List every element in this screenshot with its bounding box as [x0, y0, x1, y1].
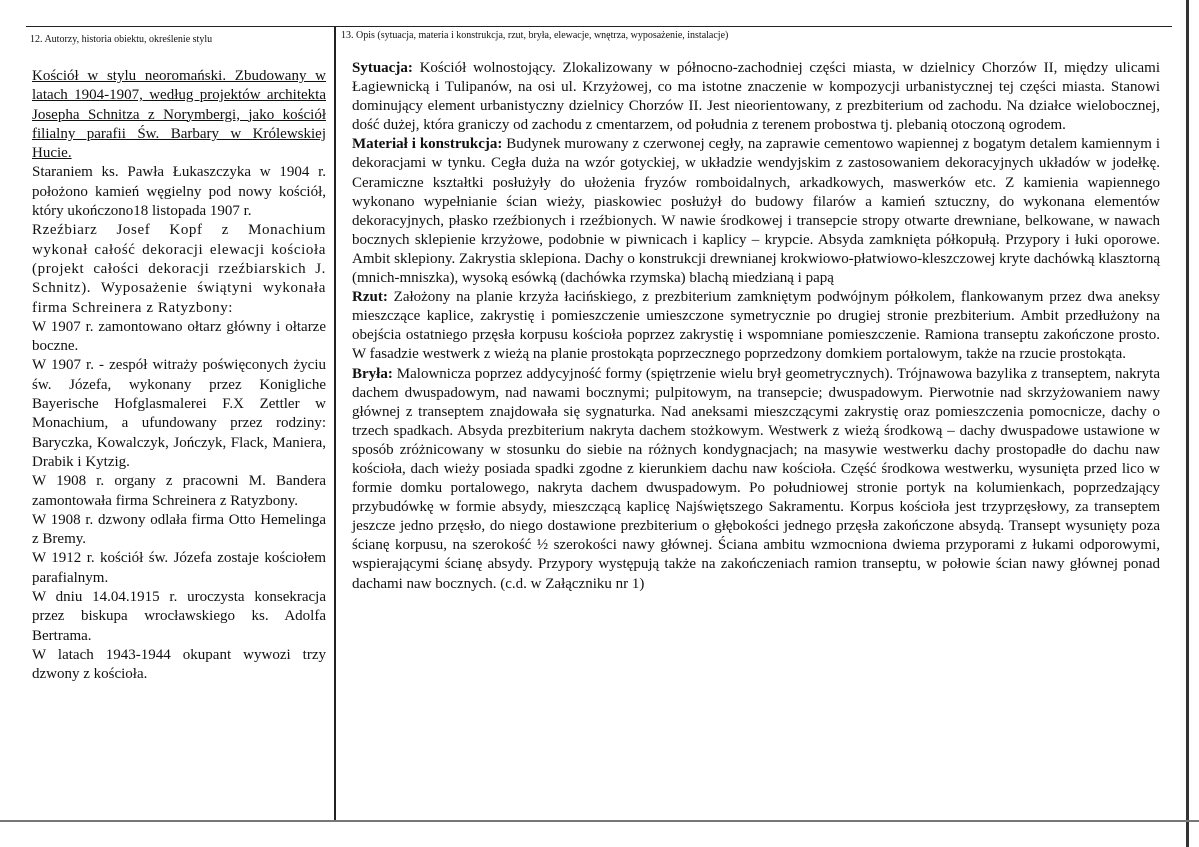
history-paragraph: W 1912 r. kościół św. Józefa zostaje kościołem parafialnym. [32, 550, 326, 586]
history-paragraph: Staraniem ks. Pawła Łukaszczyka w 1904 r. położono kamień węgielny pod nowy kościół, który ukończono18 listopada 1907 r. [32, 164, 326, 220]
section-heading: Sytuacja: [352, 60, 413, 76]
column-divider [334, 26, 336, 821]
section-plan [352, 288, 1160, 364]
history-column [32, 67, 326, 685]
section-text: Budynek murowany z czerwonej cegły, na zaprawie cementowo wapiennej z bogatym detalem kamiennym i dekoracjami w tynku. Cegła duża na wzór gotyckiej, w układzie wendyjskim z zastosowaniem dekoracyjnych układów w jodełkę. Ceramiczne kształtki posłużyły do ułożenia fryzów romboidalnych, arkadkowych, maswerków etc. Z kamienia wapiennego wykonano wypełnianie ścian wieży, piaskowiec posłużył do budowy filarów a kamień sztuczny, do wykonana elementów dekoracyjnych, płasko rzeźbionych i rzeźbionych. W nawie środkowej i transepcie stropy otwarte drewniane, belkowane, w nawach bocznych sklepienie krzyżowe, podobnie w piwnicach i kaplicy – krypcie. Absyda zamknięta półkopułą. Przypory i łuki oporowe. Ambit sklepiony. Zakrystia sklepiona. Dachy o konstrukcji drewnianej krokwiowo-płatwiowo-kleszczowej kryte dachówką klasztorną (mnich-mniszka), wysoką esówką (dachówka rzymska) blachą miedzianą i papą [352, 136, 1160, 287]
section-heading: Rzut: [352, 289, 388, 306]
style-summary: Kościół w stylu neoromański. Zbudowany w latach 1904-1907, według projektów architekta Josepha Schnitza z Norymbergi, jako kościół filialny parafii Św. Barbary w Królewskiej Hucie. [32, 68, 326, 162]
top-rule [26, 26, 1172, 27]
scan-bottom-edge [0, 820, 1199, 822]
history-paragraph: W 1908 r. dzwony odlała firma Otto Hemelinga z Bremy. [32, 511, 326, 548]
section-text: Założony na planie krzyża łacińskiego, z prezbiterium zamkniętym podwójnym półkolem, flankowanym przez dwa aneksy mieszczące kaplice, zakrystię i pomieszczenie umieszczone symetrycznie po drugiej stronie prezbiterium. Ambit przedłużony na obejścia ostatniego przęsła korpusu kościoła poprzez zakrystię i wspomniane pomieszczenie. Ramiona transeptu zakończone prosto. W fasadzie westwerk z wieżą na planie prostokąta poprzecznego poprzedzony domkiem portalowym, także na rzucie prostokąta. [352, 289, 1160, 363]
history-paragraph: W dniu 14.04.1915 r. uroczysta konsekracja przez biskupa wrocławskiego ks. Adolfa Bertrama. [32, 589, 326, 644]
section-heading: Bryła: [352, 365, 393, 382]
section-heading: Materiał i konstrukcja: [352, 136, 503, 153]
section-massing [352, 365, 1160, 594]
right-column-header: 13. Opis (sytuacja, materia i konstrukcja, rzut, bryła, elewacje, wnętrza, wyposażenie, instalacje) [341, 30, 729, 41]
section-situation [352, 59, 1160, 135]
scan-edge [1186, 0, 1189, 847]
section-text: Kościół wolnostojący. Zlokalizowany w północno-zachodniej części miasta, w dzielnicy Chorzów II, między ulicami Łagiewnicką i Tulipanów, na osi ul. Krzyżowej, co ma istotne znaczenie w kompozycji urbanistycznej tej części miasta. Stanowi dominujący element urbanistyczny dzielnicy Chorzów II. Jest nieorientowany, z prezbiterium od zachodu. Na działce wielobocznej, dość dużej, która graniczy od zachodu z cmentarzem, od południa z terenem probostwa tj. plebanią otoczoną ogrodem. [352, 60, 1160, 134]
section-text: Malownicza poprzez addycyjność formy (spiętrzenie wielu brył geometrycznych). Trójnawowa bazylika z transeptem, nakryta dachem dwuspadowym, nad nawami bocznymi; pulpitowym, na transepcie; dwuspadowym. Pierwotnie nad skrzyżowaniem nawy głównej z transeptem znajdowała się sygnaturka. Nad aneksami mieszczącymi zakrystię oraz pomieszczenia pomocnicze, dachy o trzech spadkach. Absyda prezbiterium nakryta dachem stożkowym. Westwerk z wieżą środkową – dachy dwuspadowe ustawione w sposób zróżnicowany w stosunku do siebie na różnych kondygnacjach; na masywie westwerku dachy prostopadłe do dachu naw kościoła, dach wieży posiada spadki zgodne z kierunkiem dachu naw kościoła. Część środkowa westwerku, wysunięta przed lico w formie domku portalowego, nakryta dachem dwuspadowym. Po południowej stronie portyk na kolumienkach, poprzedzający przybudówkę w formie absydy, mieszczącą kaplicę Najświętszego Sakramentu. Korpus kościoła jest trzyprzęsłowy, za transeptem jeszcze jedno przęsło, do niego dostawione prezbiterium o głębokości jednego przęsła zakończone absydą. Transept wysunięty poza ścianę korpusu, na szerokość ½ szerokości nawy głównej. Ściana ambitu wzmocniona dwiema przyporami z łukami odporowymi, wspierającymi ścianę absydy. Przypory występują także na zakończeniach ramion transeptu, w połowie ścian nawy głównej ponad dachami naw bocznych. (c.d. w Załączniku nr 1) [352, 365, 1160, 592]
section-material [352, 135, 1160, 288]
history-paragraph: W 1907 r. - zespół witraży poświęconych życiu św. Józefa, wykonany przez Konigliche Bayerische Hofglasmalerei F.X Zettler w Monachium, a ufundowany przez rodziny: Baryczka, Kowalczyk, Jończyk, Flack, Maniera, Drabik i Kytzig. [32, 357, 326, 470]
history-paragraph: Rzeźbiarz Josef Kopf z Monachium wykonał całość dekoracji elewacji kościoła (projekt całości dekoracji rzeźbiarskich J. Schnitz). Wyposażenie świątyni wykonała firma Schreinera z Ratyzbony: [32, 222, 326, 316]
left-column-header: 12. Autorzy, historia obiektu, określenie stylu [30, 34, 213, 45]
history-paragraph: W 1907 r. zamontowano ołtarz główny i ołtarze boczne. [32, 318, 326, 355]
description-column [352, 59, 1160, 594]
history-paragraph: W latach 1943-1944 okupant wywozi trzy dzwony z kościoła. [32, 646, 326, 683]
history-paragraph: W 1908 r. organy z pracowni M. Bandera zamontowała firma Schreinera z Ratyzbony. [32, 473, 326, 509]
